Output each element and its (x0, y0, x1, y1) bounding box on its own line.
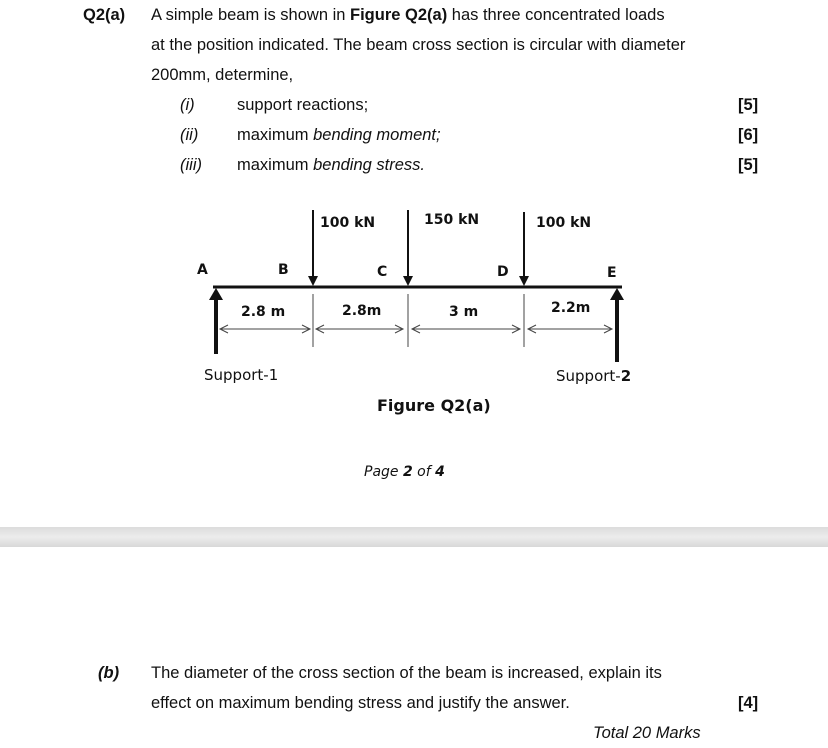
load-arrowhead-1 (308, 276, 318, 286)
span-label-cd: 3 m (449, 304, 479, 320)
item-text-italic: bending stress. (313, 156, 425, 174)
page-label: Page (364, 464, 403, 480)
part-b-line-1: The diameter of the cross section of the beam is increased, explain its (151, 664, 662, 682)
support-2-arrowhead (610, 288, 624, 300)
question-number: Q2(a) (83, 6, 126, 24)
span-label-de: 2.2m (551, 300, 591, 316)
question-intro-line-2: at the position indicated. The beam cross section is circular with diameter (151, 36, 686, 54)
support-2-label-number: 2 (620, 367, 632, 385)
load-arrowhead-2 (403, 276, 413, 286)
support-1-arrowhead (209, 288, 223, 300)
load-label-3: 100 kN (536, 215, 592, 231)
intro-text: A simple beam is shown in (151, 6, 351, 24)
point-label-b: B (278, 262, 289, 278)
page-number (364, 464, 445, 480)
question-intro-line-3: 200mm, determine, (151, 66, 294, 84)
support-2-label-text: Support- (556, 367, 621, 385)
item-text: support reactions; (237, 96, 369, 114)
marks-badge: [5] (738, 96, 759, 114)
item-number: (ii) (180, 126, 199, 144)
page-current: 2 (402, 464, 413, 480)
item-number: (iii) (180, 156, 202, 174)
page-total: 4 (435, 464, 445, 480)
item-text-italic: bending moment; (313, 126, 441, 144)
part-b-label: (b) (98, 664, 120, 682)
item-text-plain: maximum (237, 126, 314, 144)
point-label-d: D (497, 264, 509, 280)
point-label-a: A (197, 262, 208, 278)
span-label-ab: 2.8 m (241, 304, 286, 320)
item-text-plain: maximum (237, 156, 314, 174)
part-b-line-2: effect on maximum bending stress and justify the answer. (151, 694, 570, 712)
load-label-1: 100 kN (320, 215, 376, 231)
marks-badge: [6] (738, 126, 759, 144)
intro-text-cont: has three concentrated loads (447, 6, 665, 24)
marks-badge: [4] (738, 694, 759, 712)
span-label-bc: 2.8m (342, 303, 382, 319)
page-break (0, 527, 828, 547)
point-label-c: C (377, 264, 388, 280)
support-2-label (556, 367, 631, 385)
support-1-label: Support-1 (204, 366, 279, 384)
figure-caption: Figure Q2(a) (377, 396, 491, 415)
item-number: (i) (180, 96, 195, 114)
marks-badge: [5] (738, 156, 759, 174)
figure-reference: Figure Q2(a) (350, 6, 448, 24)
total-marks: Total 20 Marks (593, 724, 701, 742)
point-label-e: E (607, 265, 617, 281)
load-label-2: 150 kN (424, 212, 480, 228)
load-arrowhead-3 (519, 276, 529, 286)
page-separator: of (412, 464, 436, 480)
